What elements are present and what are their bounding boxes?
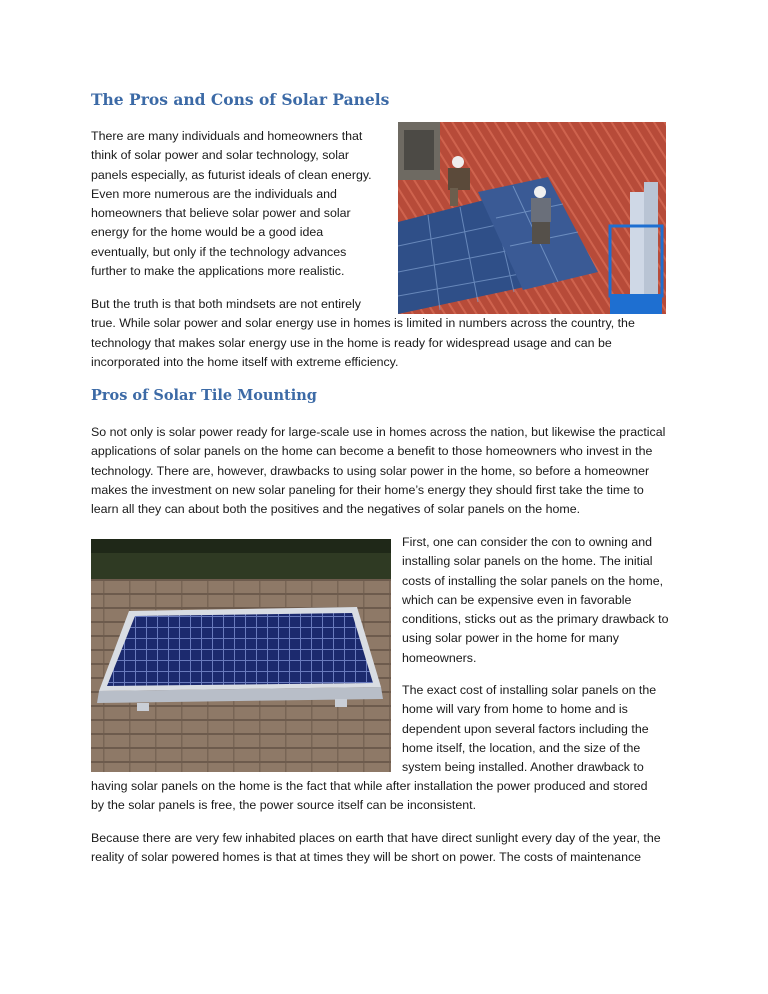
text-line: having solar panels on the home is the fact that while after installation the power produced and stored <box>91 779 648 793</box>
text-line: Even more numerous are the individuals and <box>91 186 337 201</box>
section-intro-paragraph <box>91 423 665 519</box>
text-line: system being installed. Another drawback to <box>402 760 644 775</box>
text-line: by the solar panels is free, the power source itself can be inconsistent. <box>91 798 477 813</box>
text-line: using solar power in the home for many <box>402 631 619 646</box>
text-line: homeowners. <box>402 650 477 665</box>
text-line: So not only is solar power ready for large-scale use in homes across the nation, but likewise the practical <box>91 425 666 439</box>
text-line: learn all they can about both the positives and the negatives of solar panels on the home. <box>91 502 581 517</box>
text-line: eventually, but only if the technology advances <box>91 244 347 259</box>
text-line: home itself, the location, and the size of the <box>402 740 641 755</box>
text-line: makes the investment on new solar paneling for their home’s energy they should first take the time to <box>91 482 644 497</box>
text-line: dependent upon several factors including the <box>402 721 649 736</box>
page-title: The Pros and Cons of Solar Panels <box>91 90 390 109</box>
final-paragraph <box>91 829 661 868</box>
text-line: reality of solar powered homes is that at times they will be short on power. The costs of maintenance <box>91 850 642 865</box>
text-line: The exact cost of installing solar panels on the <box>402 683 657 697</box>
text-line: But the truth is that both mindsets are not entirely <box>91 297 361 311</box>
text-line: which can be expensive even in favorable <box>402 592 632 607</box>
text-line: technology that makes solar energy use in the home is ready for widespread usage and can be <box>91 335 612 350</box>
roof-installation-photo <box>398 122 666 314</box>
text-line: panels especially, as futurist ideals of clean energy. <box>91 167 372 182</box>
con-paragraph <box>402 533 669 668</box>
text-line: costs of installing the solar panels on the home, <box>402 573 664 588</box>
text-line: think of solar power and solar technology, solar <box>91 148 350 163</box>
text-line: incorporated into the home itself with extreme efficiency. <box>91 354 399 369</box>
text-line: further to make the applications more realistic. <box>91 264 345 279</box>
cost-paragraph-full <box>91 777 648 816</box>
text-line: Because there are very few inhabited places on earth that have direct sunlight every day of the year, the <box>91 831 661 845</box>
text-line: technology. There are, however, drawbacks to using solar power in the home, so before a homeowner <box>91 463 650 478</box>
text-line: There are many individuals and homeowners that <box>91 129 363 143</box>
text-line: homeowners that believe solar power and solar <box>91 206 351 221</box>
text-line: energy for the home would be a good idea <box>91 225 324 240</box>
cost-paragraph-side <box>402 681 656 777</box>
truth-paragraph <box>91 295 635 372</box>
text-line: First, one can consider the con to owning and <box>402 535 653 549</box>
section-heading: Pros of Solar Tile Mounting <box>91 387 317 404</box>
intro-paragraph <box>91 127 372 281</box>
shingle-roof-panel-photo <box>91 539 391 772</box>
text-line: true. While solar power and solar energy use in homes is limited in numbers across the country, the <box>91 316 635 331</box>
text-line: installing solar panels on the home. The initial <box>402 554 653 569</box>
text-line: applications of solar panels on the home can become a benefit to those homeowners who invest in the <box>91 444 653 459</box>
text-line: home will vary from home to home and is <box>402 702 628 717</box>
text-line: conditions, sticks out as the primary drawback to <box>402 612 669 627</box>
